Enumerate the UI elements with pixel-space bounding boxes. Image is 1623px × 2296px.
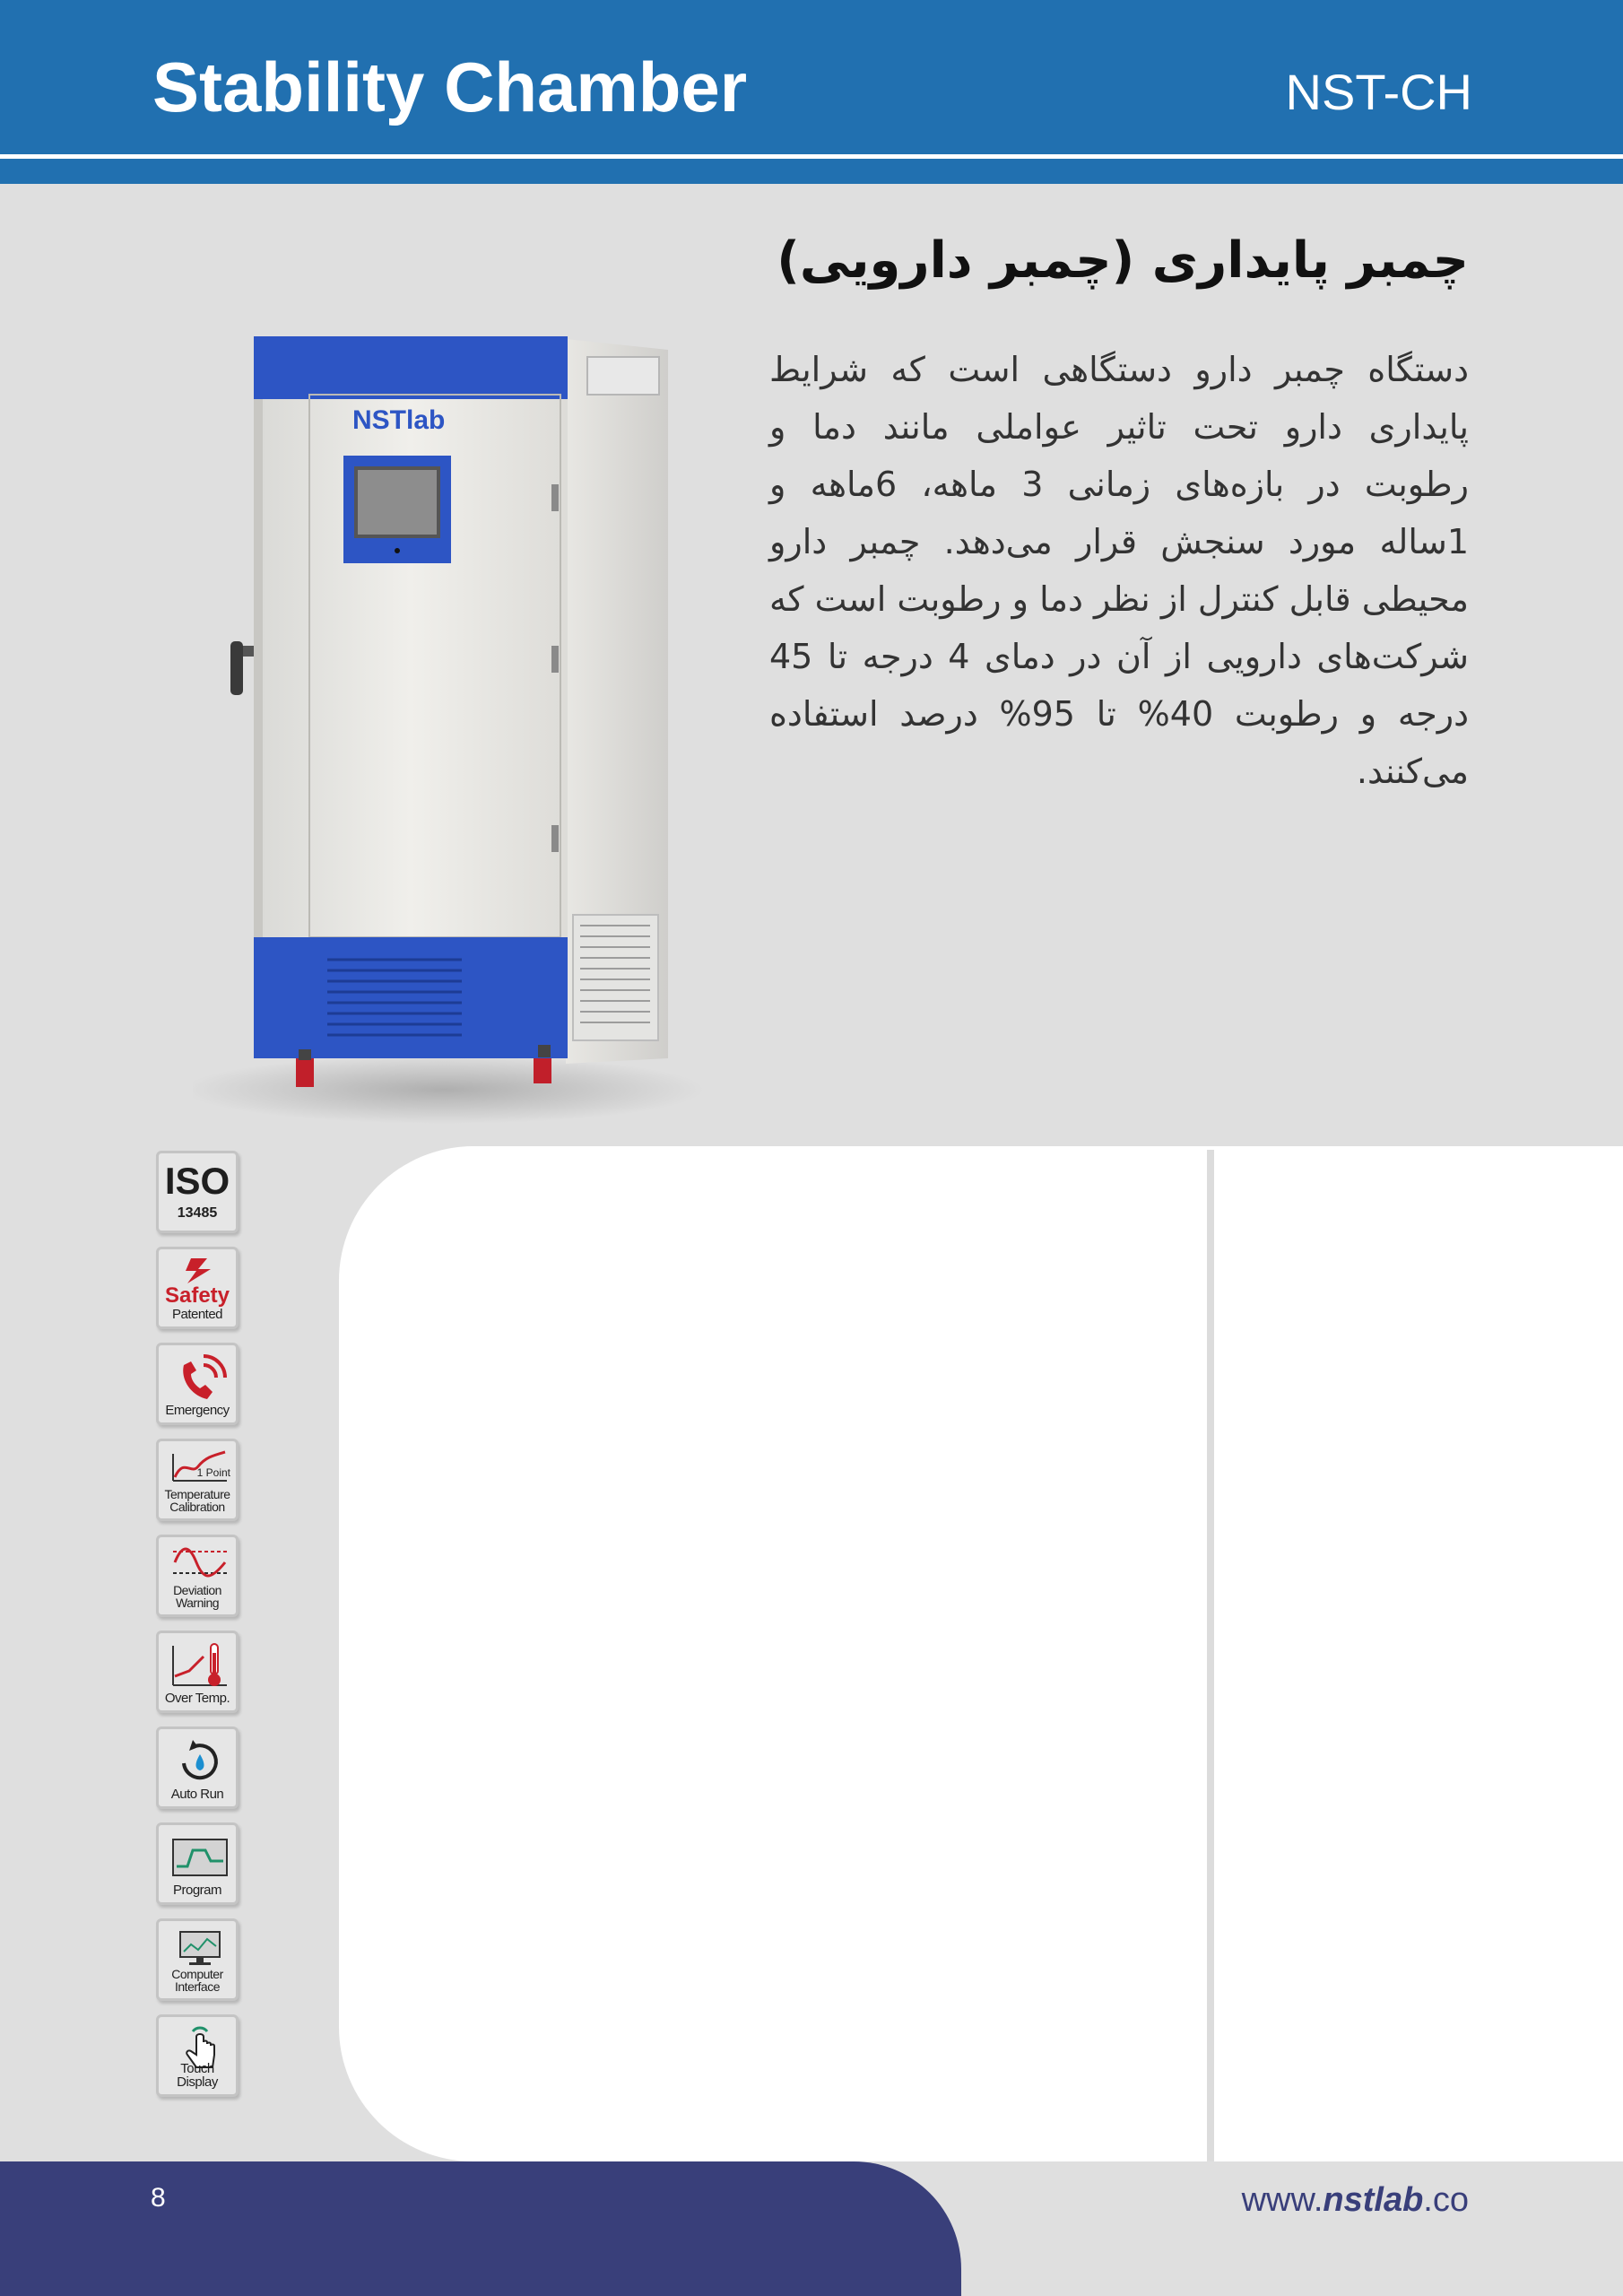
website-prefix: www.: [1241, 2181, 1324, 2219]
website-link[interactable]: [1242, 2181, 1469, 2220]
spec-divider: [1207, 1150, 1214, 2161]
touch-display-label: Touch Display: [177, 2061, 218, 2090]
touch-display-icon: [156, 2014, 239, 2097]
footer-band: [0, 2161, 961, 2296]
page-number: 8: [151, 2183, 166, 2213]
computer-interface-label: Computer Interface: [171, 1967, 223, 1994]
safety-label: Safety: [164, 1283, 230, 1308]
iso-label: ISO: [164, 1160, 230, 1202]
deviation-warning-label: Deviation Warning: [173, 1583, 221, 1610]
temperature-calibration-label: Temperature Calibration: [164, 1487, 230, 1514]
page-title: Stability Chamber: [152, 48, 748, 126]
program-icon: [156, 1822, 239, 1905]
website-suffix: .co: [1423, 2181, 1469, 2219]
section-heading: چمبر پایداری (چمبر دارویی): [777, 231, 1469, 290]
emergency-label: Emergency: [165, 1403, 230, 1418]
calibration-point-tag: 1 Point: [196, 1466, 230, 1479]
safety-sublabel: Patented: [171, 1307, 223, 1322]
computer-interface-icon: [156, 1918, 239, 2001]
spec-card: [339, 1146, 1623, 2161]
safety-icon: [156, 1247, 239, 1329]
emergency-icon: [156, 1343, 239, 1425]
auto-run-icon: [156, 1726, 239, 1809]
deviation-warning-icon: [156, 1535, 239, 1617]
model-code: NST-CH: [1285, 64, 1472, 120]
program-label: Program: [172, 1883, 222, 1898]
product-image: [193, 323, 704, 1130]
temperature-calibration-icon: [156, 1439, 239, 1521]
header-band: [0, 159, 1623, 184]
svg-text:NSTlab: NSTlab: [352, 405, 446, 435]
over-temp-icon: [156, 1631, 239, 1713]
over-temp-label: Over Temp.: [164, 1691, 230, 1706]
auto-run-label: Auto Run: [170, 1787, 224, 1802]
intro-paragraph: دستگاه چمبر دارو دستگاهی است که شرایط پایداری دارو تحت تاثیر عواملی مانند دما و رطوبت در بازه‌های زمانی 3 ماهه، 6ماهه و 1ساله مورد سنجش قرار می‌دهد. چمبر دارو محیطی قابل کنترل از نظر دما و رطوبت است که شرکت‌های دارویی از آن در دمای 4 درجه تا 45 درجه و رطوبت 40% تا 95% درصد استفاده می‌کنند.: [769, 350, 1470, 791]
website-name: nstlab: [1323, 2181, 1424, 2219]
iso-number: 13485: [177, 1205, 218, 1221]
iso-icon: [156, 1151, 239, 1233]
